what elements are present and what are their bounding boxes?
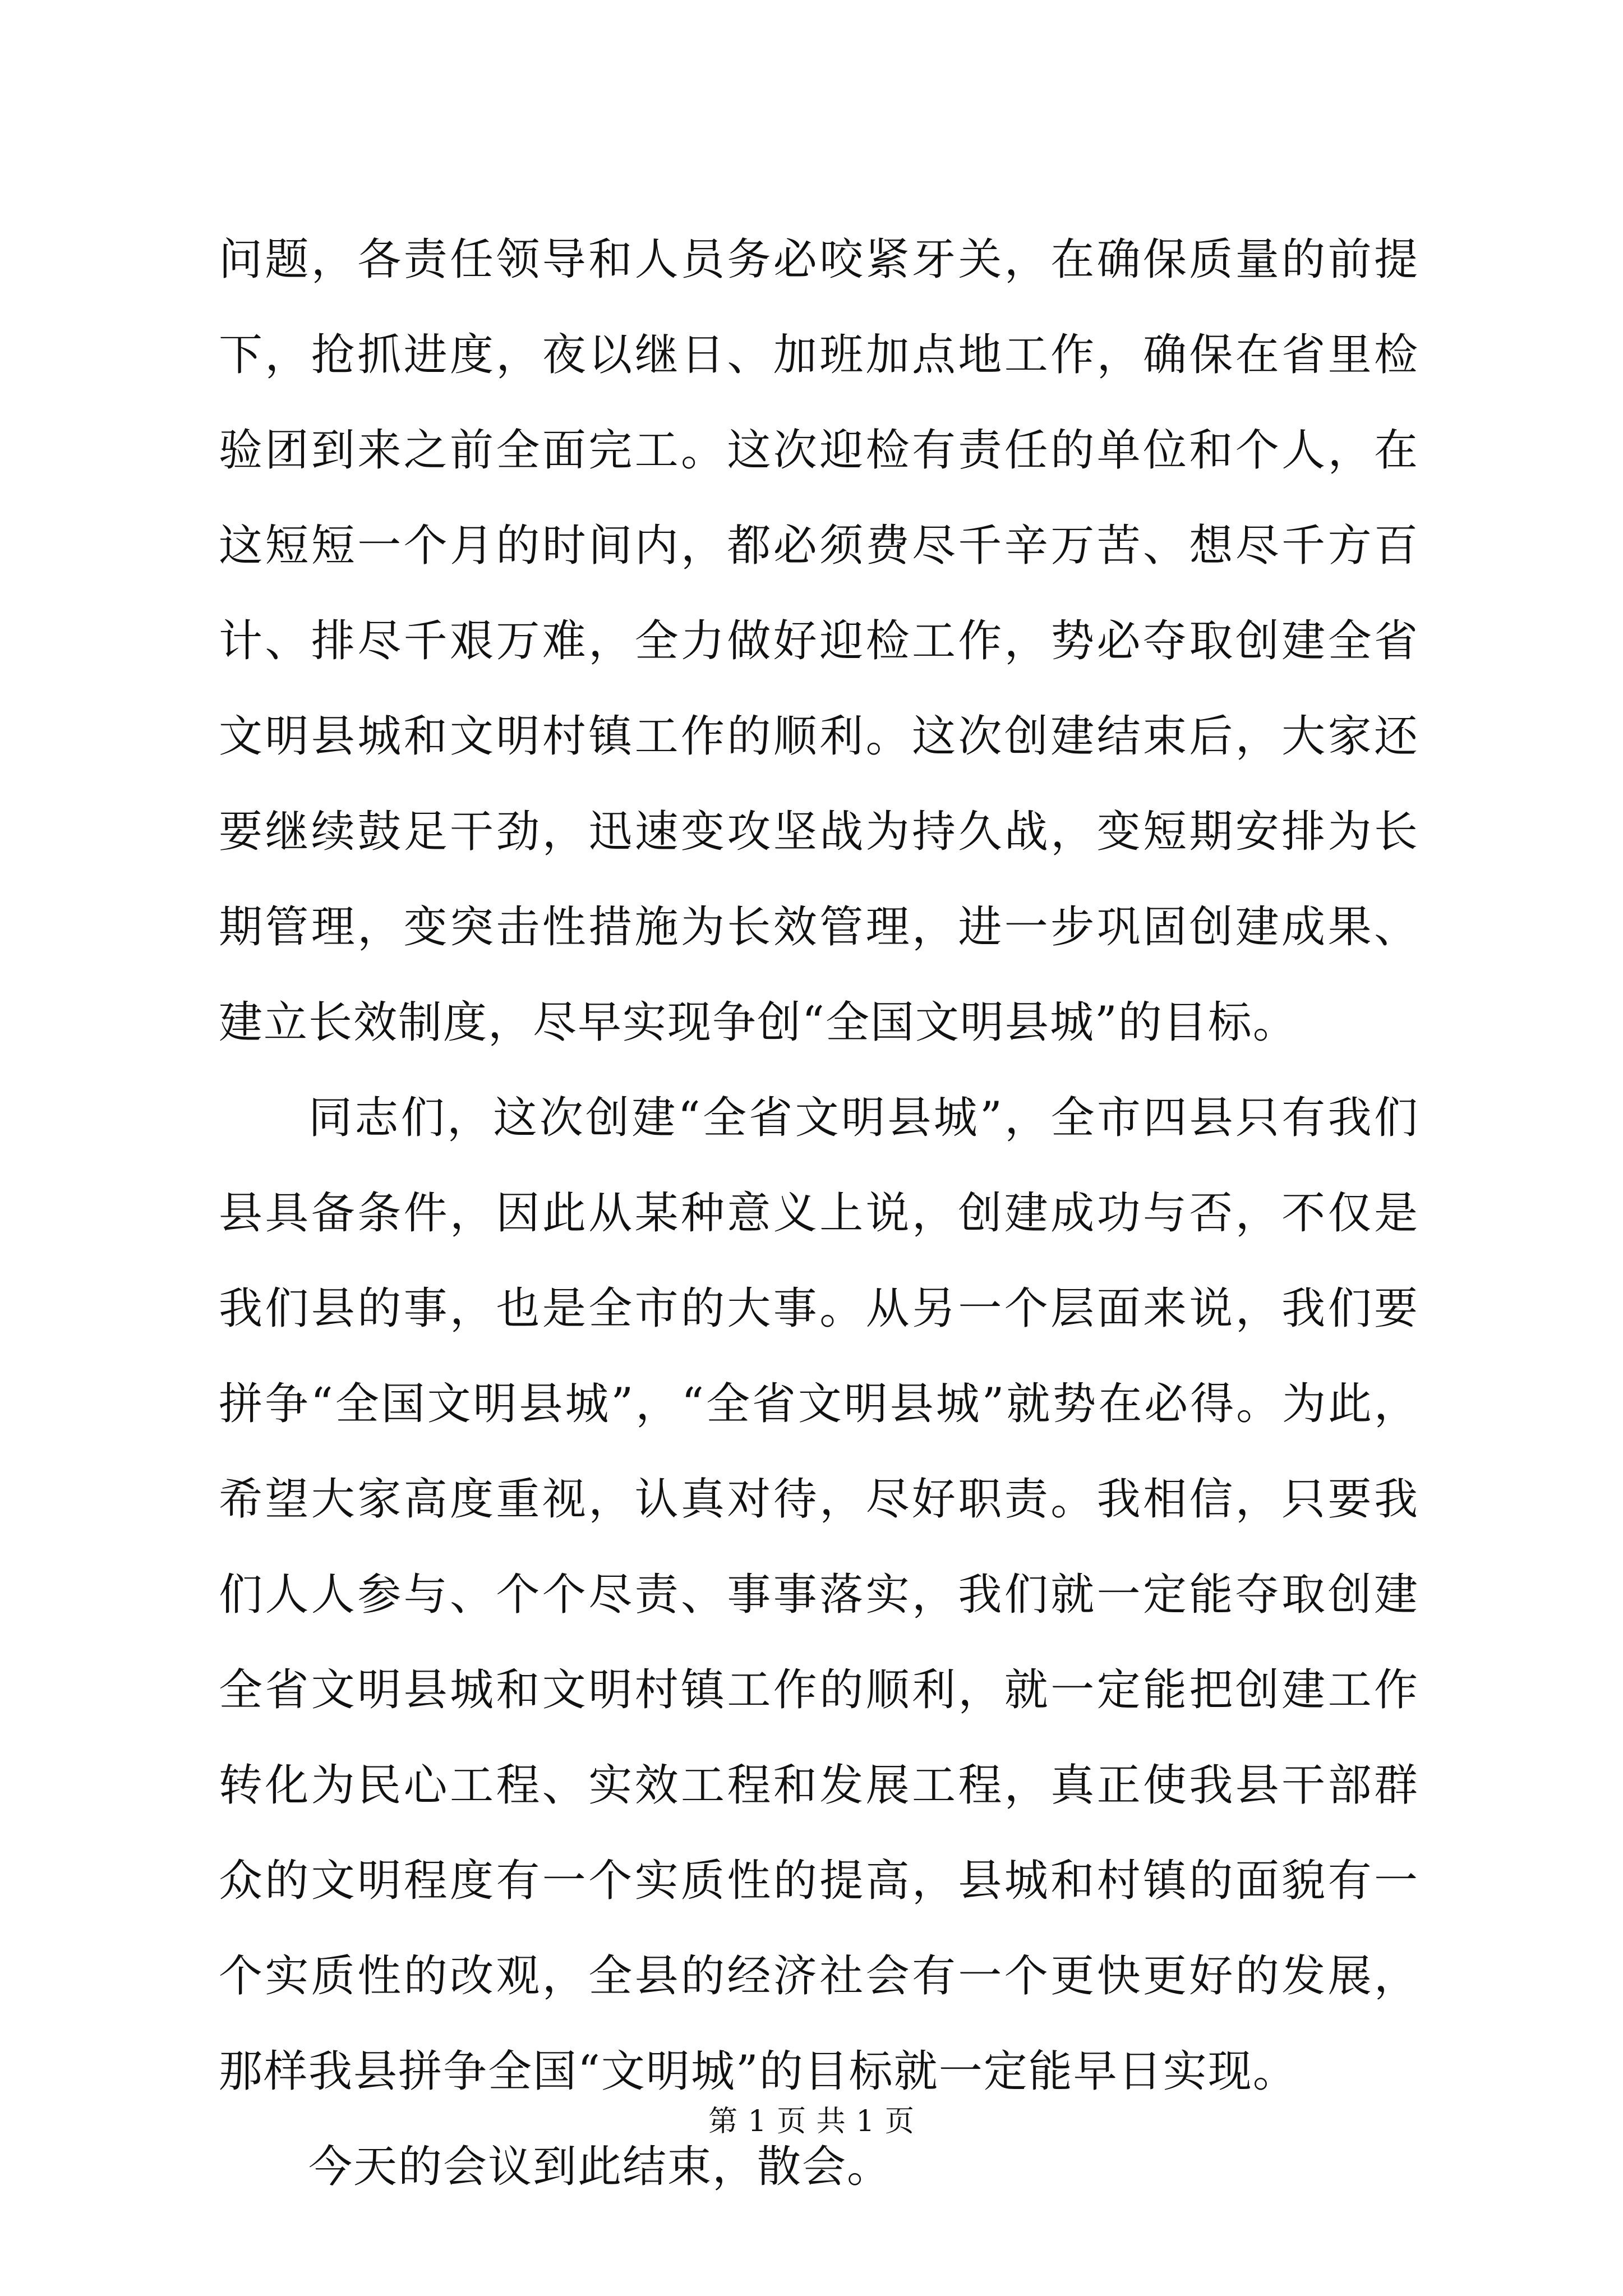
- document-body: [219, 212, 1419, 2215]
- paragraph-continued: 问题，各责任领导和人员务必咬紧牙关，在确保质量的前提下，抢抓进度，夜以继日、加班加点地工作，确保在省里检验团到来之前全面完工。这次迎检有责任的单位和个人，在这短短一个月的时间内，都必须费尽千辛万苦、想尽千方百计、排尽千艰万难，全力做好迎检工作，势必夺取创建全省文明县城和文明村镇工作的顺利。这次创建结束后，大家还要继续鼓足干劲，迅速变攻坚战为持久战，变短期安排为长期管理，变突击性措施为长效管理，进一步巩固创建成果、建立长效制度，尽早实现争创“全国文明县城”的目标。: [219, 234, 1419, 1048]
- paragraph-comrades: 同志们，这次创建“全省文明县城”，全市四县只有我们县具备条件，因此从某种意义上说，创建成功与否，不仅是我们县的事，也是全市的大事。从另一个层面来说，我们要拼争“全国文明县城”，“全省文明县城”就势在必得。为此，希望大家高度重视，认真对待，尽好职责。我相信，只要我们人人参与、个个尽责、事事落实，我们就一定能夺取创建全省文明县城和文明村镇工作的顺利，就一定能把创建工作转化为民心工程、实效工程和发展工程，真正使我县干部群众的文明程度有一个实质性的提高，县城和村镇的面貌有一个实质性的改观，全县的经济社会有一个更快更好的发展，那样我县拼争全国“文明城”的目标就一定能早日实现。: [219, 1093, 1419, 2097]
- page-footer: 第 1 页 共 1 页: [708, 2105, 915, 2138]
- paragraph-closing: 今天的会议到此结束，散会。: [308, 2142, 892, 2192]
